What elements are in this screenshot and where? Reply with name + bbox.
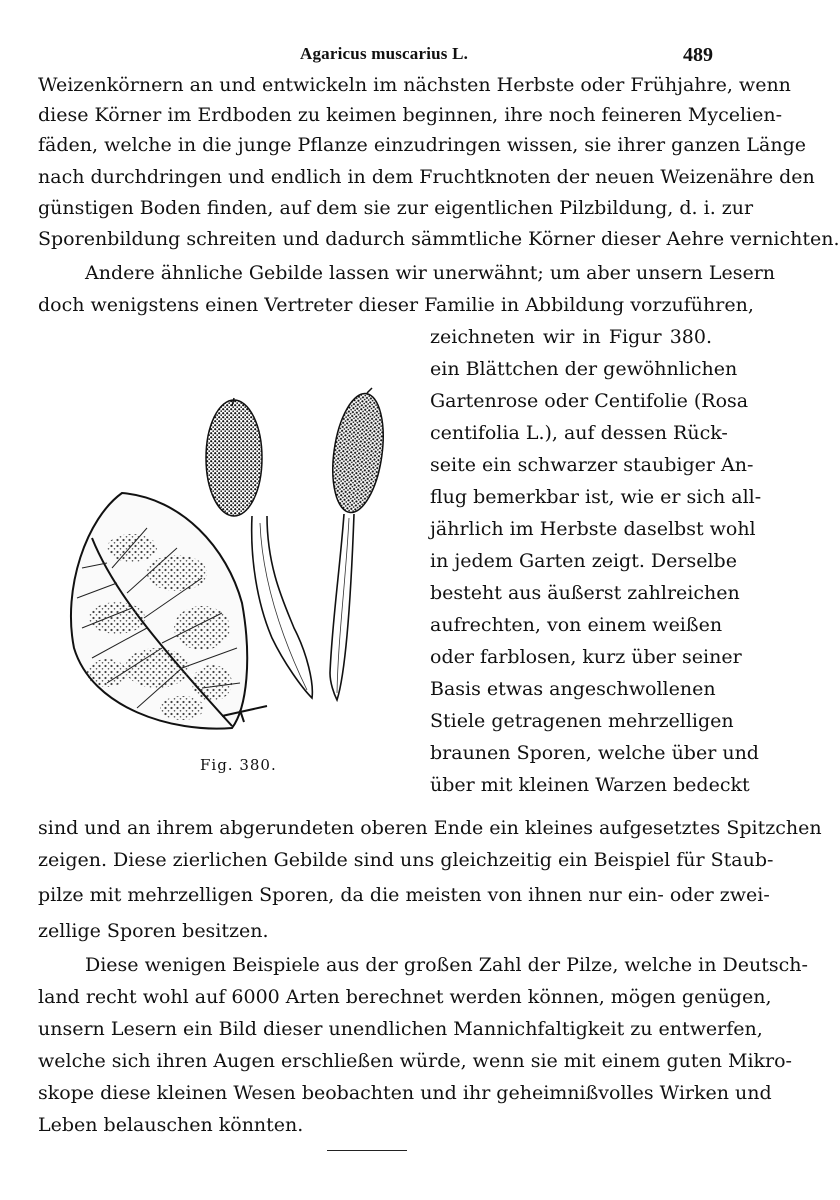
section-divider — [327, 1150, 407, 1151]
figure-illustration — [62, 388, 407, 758]
text-line: welche sich ihren Augen erschließen würde, wenn sie mit einem guten Mikro- — [38, 1050, 792, 1072]
text-line: zeichneten wir in Figur 380. — [430, 326, 712, 348]
text-line: ein Blättchen der gewöhnlichen — [430, 358, 738, 380]
running-title: Agaricus muscarius L. — [300, 44, 469, 63]
page-number: 489 — [683, 44, 713, 66]
leaf-drawing — [71, 493, 267, 729]
text-line: Sporenbildung schreiten und dadurch sämmtliche Körner dieser Aehre vernichten. — [38, 228, 840, 250]
text-line: über mit kleinen Warzen bedeckt — [430, 774, 750, 796]
text-line: skope diese kleinen Wesen beobachten und ihr geheimnißvolles Wirken und — [38, 1082, 772, 1104]
text-line: land recht wohl auf 6000 Arten berechnet werden können, mögen genügen, — [38, 986, 772, 1008]
text-line: oder farblosen, kurz über seiner — [430, 646, 742, 668]
text-line: Weizenkörnern an und entwickeln im nächsten Herbste oder Frühjahre, wenn — [38, 74, 791, 96]
text-line: diese Körner im Erdboden zu keimen beginnen, ihre noch feineren Mycelien- — [38, 104, 783, 126]
text-line: fäden, welche in die junge Pflanze einzudringen wissen, sie ihrer ganzen Länge — [38, 134, 806, 156]
text-line: zellige Sporen besitzen. — [38, 920, 269, 942]
text-line: centifolia L.), auf dessen Rück- — [430, 422, 728, 444]
text-line: flug bemerkbar ist, wie er sich all- — [430, 486, 762, 508]
text-line: Gartenrose oder Centifolie (Rosa — [430, 390, 749, 412]
text-line: unsern Lesern ein Bild dieser unendlichen Mannichfaltigkeit zu entwerfen, — [38, 1018, 763, 1040]
text-line: zeigen. Diese zierlichen Gebilde sind uns gleichzeitig ein Beispiel für Staub- — [38, 849, 774, 871]
text-line: sind und an ihrem abgerundeten oberen Ende ein kleines aufgesetztes Spitzchen — [38, 817, 822, 839]
text-line: Stiele getragenen mehrzelligen — [430, 710, 734, 732]
text-line: seite ein schwarzer staubiger An- — [430, 454, 754, 476]
text-line: besteht aus äußerst zahlreichen — [430, 582, 740, 604]
text-line: Basis etwas angeschwollenen — [430, 678, 716, 700]
text-line: Diese wenigen Beispiele aus der großen Zahl der Pilze, welche in Deutsch- — [85, 954, 808, 976]
text-line: pilze mit mehrzelligen Sporen, da die meisten von ihnen nur ein- oder zwei- — [38, 884, 770, 906]
spore-drawing — [326, 388, 390, 700]
text-line: in jedem Garten zeigt. Derselbe — [430, 550, 737, 572]
text-line: Andere ähnliche Gebilde lassen wir unerwähnt; um aber unsern Lesern — [85, 262, 776, 284]
text-line: doch wenigstens einen Vertreter dieser Familie in Abbildung vorzuführen, — [38, 294, 754, 316]
text-line: nach durchdringen und endlich in dem Fruchtknoten der neuen Weizenähre den — [38, 166, 815, 188]
text-line: jährlich im Herbste daselbst wohl — [430, 518, 756, 540]
figure-caption: Fig. 380. — [200, 756, 277, 774]
text-line: aufrechten, von einem weißen — [430, 614, 723, 636]
text-line: Leben belauschen könnten. — [38, 1114, 304, 1136]
text-line: günstigen Boden finden, auf dem sie zur eigentlichen Pilzbildung, d. i. zur — [38, 197, 754, 219]
text-line: braunen Sporen, welche über und — [430, 742, 759, 764]
